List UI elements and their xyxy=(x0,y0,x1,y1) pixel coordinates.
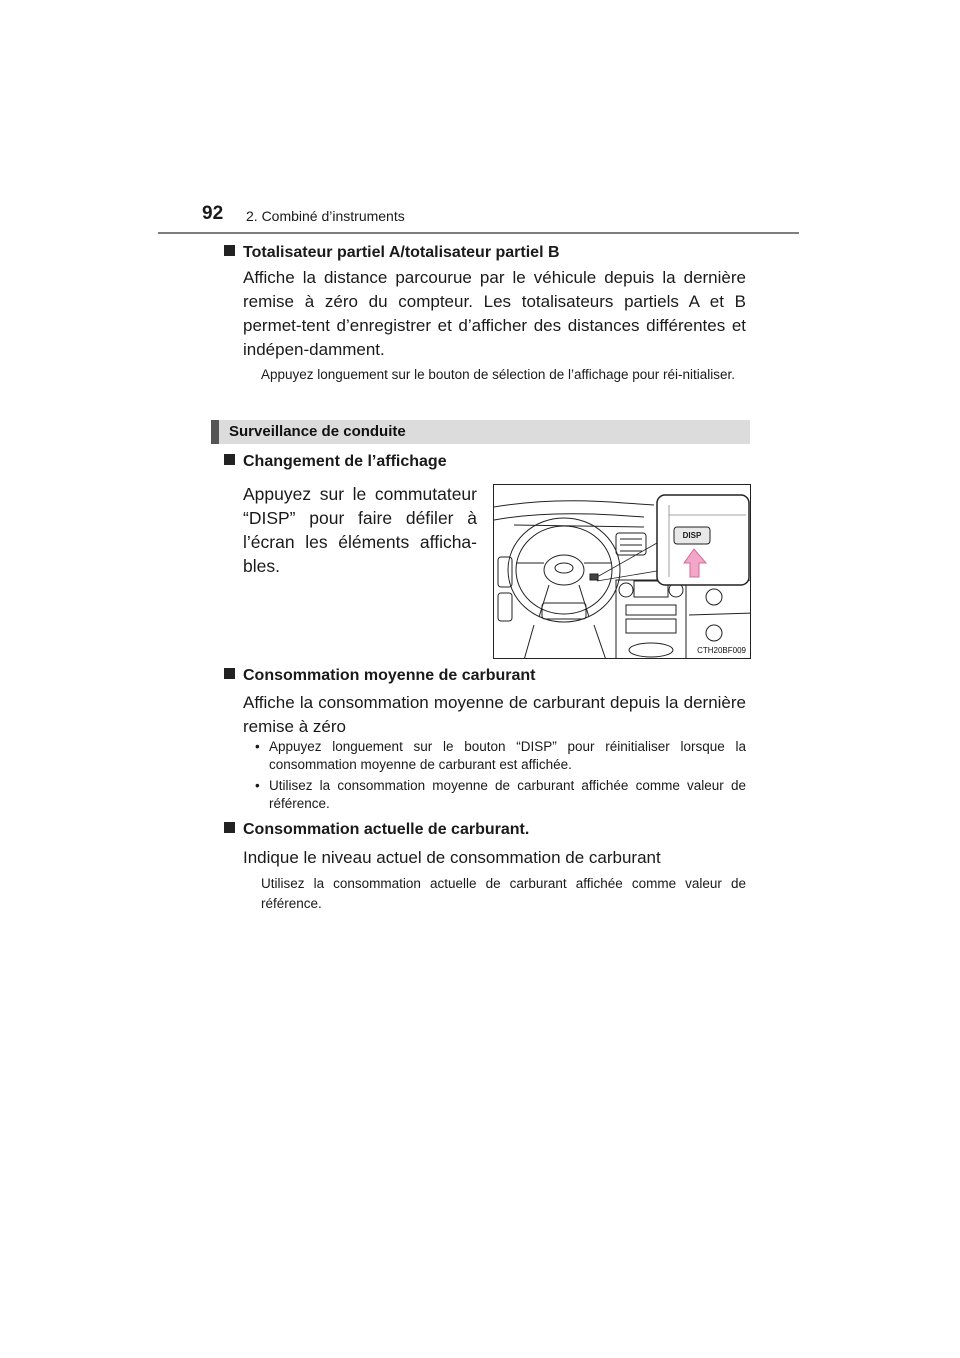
current-consumption-note: Utilisez la consommation actuelle de carburant affichée comme valeur de référence. xyxy=(261,876,746,911)
bullet-item xyxy=(255,738,746,774)
square-bullet-icon xyxy=(224,245,235,256)
average-consumption-description: Affiche la consommation moyenne de carburant depuis la dernière remise à zéro xyxy=(243,693,746,736)
square-bullet-icon xyxy=(224,454,235,465)
subheading-text: Totalisateur partiel A/totalisateur partiel B xyxy=(243,244,560,261)
trip-meter-description: Affiche la distance parcourue par le véhicule depuis la dernière remise à zéro du compteur. Les totalisateurs partiels A et B permet-tent d’enregistrer et d’afficher des distances différentes et indépen-damment. xyxy=(243,268,746,359)
subheading-text: Consommation moyenne de carburant xyxy=(243,667,536,684)
subheading-text: Changement de l’affichage xyxy=(243,453,447,470)
dashboard-drawing xyxy=(494,485,751,659)
dashboard-illustration xyxy=(493,484,751,659)
bullet-text: Utilisez la consommation moyenne de carburant affichée comme valeur de référence. xyxy=(269,778,746,811)
square-bullet-icon xyxy=(224,668,235,679)
section-title: Surveillance de conduite xyxy=(229,423,406,440)
subheading-display-change xyxy=(224,453,447,471)
bullet-item xyxy=(255,777,746,813)
display-change-description: Appuyez sur le commutateur “DISP” pour faire défiler à l’écran les éléments afficha-bles. xyxy=(243,484,477,576)
chapter-title: 2. Combiné d’instruments xyxy=(246,208,405,224)
header-rule xyxy=(158,232,799,234)
disp-button-label: DISP xyxy=(682,531,702,540)
square-bullet-icon xyxy=(224,822,235,833)
subheading-text: Consommation actuelle de carburant. xyxy=(243,821,530,838)
figure-code: CTH20BF009 xyxy=(697,646,746,655)
current-consumption-description: Indique le niveau actuel de consommation de carburant xyxy=(243,848,661,867)
subheading-trip-meter xyxy=(224,244,560,262)
trip-meter-note: Appuyez longuement sur le bouton de sélection de l’affichage pour réi-nitialiser. xyxy=(261,367,736,382)
section-header xyxy=(211,420,750,444)
bullet-dot-icon: • xyxy=(255,739,260,754)
subheading-average-consumption xyxy=(224,667,536,685)
page-number: 92 xyxy=(202,203,224,224)
bullet-dot-icon: • xyxy=(255,778,260,793)
subheading-current-consumption xyxy=(224,821,529,839)
bullet-text: Appuyez longuement sur le bouton “DISP” pour réinitialiser lorsque la consommation moyenne de carburant est affichée. xyxy=(269,739,746,772)
